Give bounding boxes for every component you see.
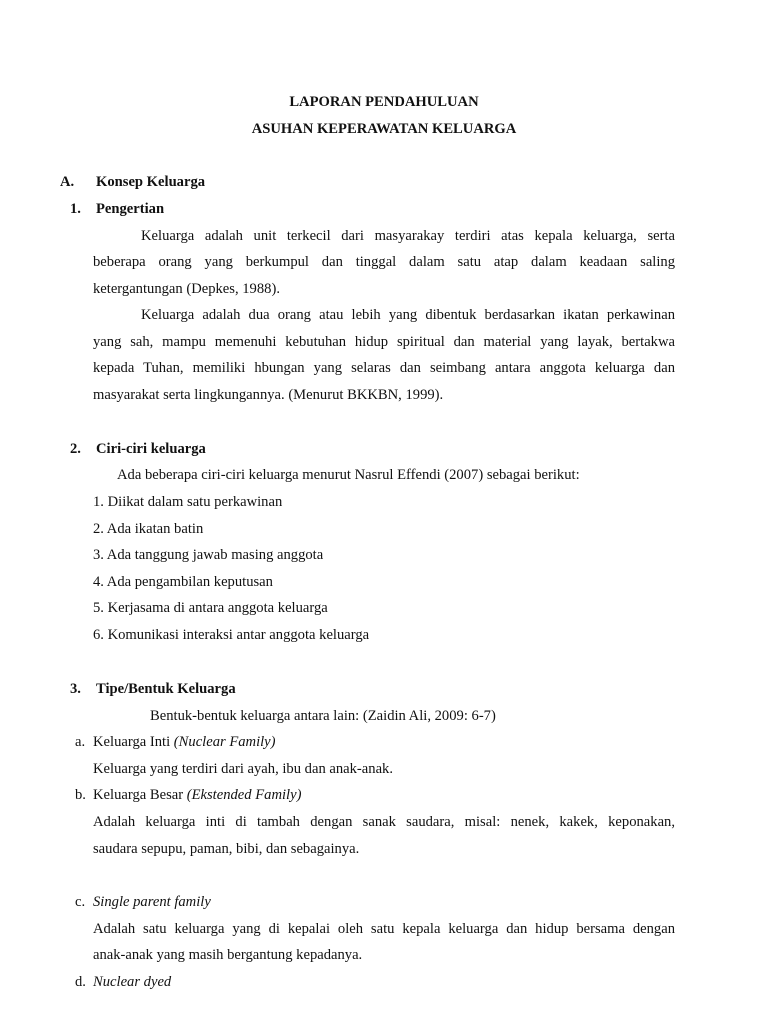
sub1-para1-line3: ketergantungan (Depkes, 1988). xyxy=(93,281,280,297)
sub3-a-marker: a. xyxy=(75,734,86,750)
sub3-marker: 3. xyxy=(70,681,81,697)
sub2-heading: Ciri-ciri keluarga xyxy=(96,441,206,457)
sub2-intro: Ada beberapa ciri-ciri keluarga menurut Nasrul Effendi (2007) sebagai berikut: xyxy=(117,467,580,483)
sub3-b-marker: b. xyxy=(75,787,86,803)
list-item: 3. Ada tanggung jawab masing anggota xyxy=(93,547,324,563)
title-line-2: ASUHAN KEPERAWATAN KELUARGA xyxy=(251,121,517,137)
list-item: 4. Ada pengambilan keputusan xyxy=(93,574,273,590)
sub3-heading: Tipe/Bentuk Keluarga xyxy=(96,681,236,697)
sub3-a-label-line xyxy=(93,732,276,752)
sub3-b-desc-line1: Adalah keluarga inti di tambah dengan sanak saudara, misal: nenek, kakek, keponakan, xyxy=(93,814,675,830)
title-line-1: LAPORAN PENDAHULUAN xyxy=(289,94,479,110)
list-item: 5. Kerjasama di antara anggota keluarga xyxy=(93,600,328,616)
sub3-c-marker: c. xyxy=(75,894,86,910)
sub1-para1-line2: beberapa orang yang berkumpul dan tinggal dalam satu atap dalam keadaan saling xyxy=(93,254,675,270)
section-a-marker: A. xyxy=(60,174,75,190)
sub1-para2-line3: kepada Tuhan, memiliki hbungan yang selaras dan seimbang antara anggota keluarga dan xyxy=(93,360,675,376)
list-item: 2. Ada ikatan batin xyxy=(93,521,204,537)
sub3-b-label-line xyxy=(93,785,301,805)
sub3-c-label: Single parent family xyxy=(93,894,211,910)
sub3-a-label-italic: (Nuclear Family) xyxy=(173,734,276,750)
sub3-a-desc: Keluarga yang terdiri dari ayah, ibu dan anak-anak. xyxy=(93,761,393,777)
sub2-marker: 2. xyxy=(70,441,81,457)
sub1-para2-line1: Keluarga adalah dua orang atau lebih yang dibentuk berdasarkan ikatan perkawinan xyxy=(141,307,675,323)
sub3-intro: Bentuk-bentuk keluarga antara lain: (Zaidin Ali, 2009: 6-7) xyxy=(150,708,496,724)
sub3-b-label: Keluarga Besar xyxy=(93,787,184,803)
sub3-c-desc-line2: anak-anak yang masih bergantung kepadanya. xyxy=(93,947,363,963)
list-item: 1. Diikat dalam satu perkawinan xyxy=(93,494,283,510)
list-item: 6. Komunikasi interaksi antar anggota keluarga xyxy=(93,627,370,643)
sub3-d-label: Nuclear dyed xyxy=(93,974,172,990)
sub3-c-desc-line1: Adalah satu keluarga yang di kepalai oleh satu kepala keluarga dan hidup bersama dengan xyxy=(93,921,675,937)
sub3-d-marker: d. xyxy=(75,974,86,990)
sub1-para1-line1: Keluarga adalah unit terkecil dari masyarakay terdiri atas kepala keluarga, serta xyxy=(141,228,675,244)
sub3-a-label: Keluarga Inti xyxy=(93,734,171,750)
sub1-para2-line2: yang sah, mampu memenuhi kebutuhan hidup spiritual dan material yang layak, bertakwa xyxy=(93,334,675,350)
section-a-heading: Konsep Keluarga xyxy=(96,174,206,190)
sub1-marker: 1. xyxy=(70,201,81,217)
sub1-para2-line4: masyarakat serta lingkungannya. (Menurut BKKBN, 1999). xyxy=(93,387,444,403)
sub3-b-label-italic: (Ekstended Family) xyxy=(186,787,302,803)
sub1-heading: Pengertian xyxy=(96,201,165,217)
sub3-b-desc-line2: saudara sepupu, paman, bibi, dan sebagainya. xyxy=(93,841,360,857)
